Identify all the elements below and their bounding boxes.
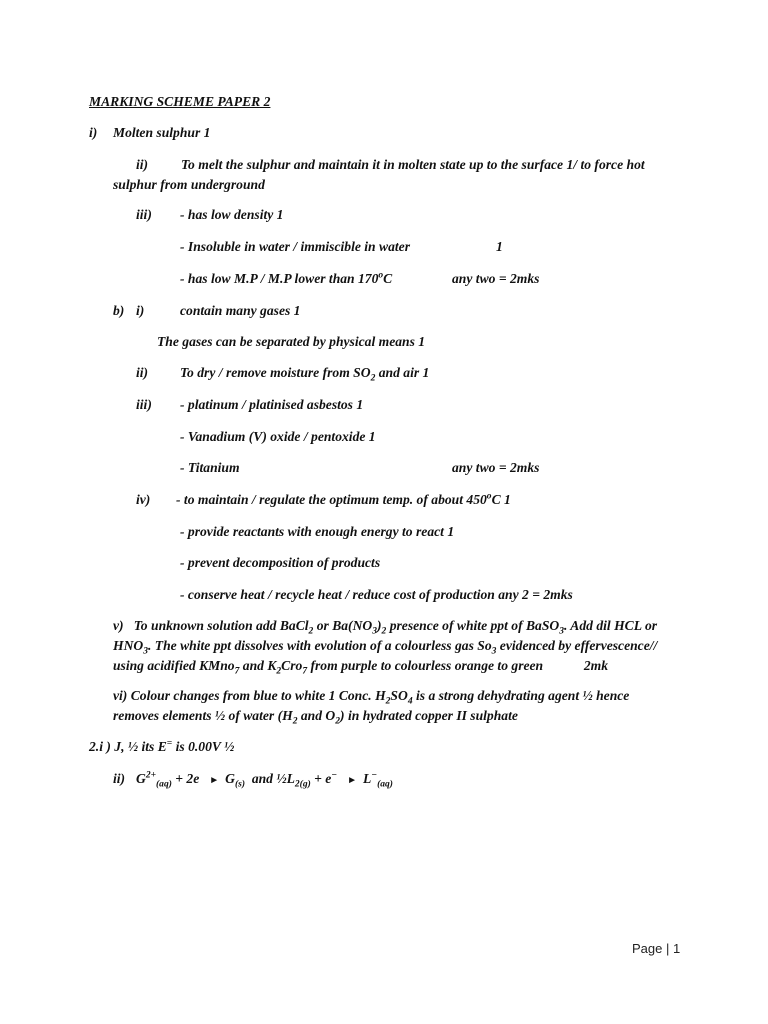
answer-text: - conserve heat / recycle heat / reduce cost of production any 2 = 2mks [180,587,573,602]
answer-text: - provide reactants with enough energy to react 1 [180,524,455,539]
item-number: ii) [136,157,149,172]
page-number: Page | 1 [632,941,681,956]
answer-block [113,155,678,195]
answer-text: - Insoluble in water / immiscible in water [180,239,410,254]
mark-value: any two = 2mks [452,271,540,286]
item-number: iii) [136,397,152,412]
answer-text: To dry / remove moisture from $SO_2$ and air 1 [180,365,430,384]
answer-text: - has low M.P / M.P lower than 170$^o$C [180,270,393,286]
answer-text: vi) Colour changes from blue to white 1 Conc. $H_2SO_4$ is a strong dehydrating agent ½ hence [113,688,630,707]
document-title: MARKING SCHEME PAPER 2 [89,94,271,109]
answer-text: removes elements ½ of water ($H_2$ and $O_2$) in hydrated copper II sulphate [113,708,518,727]
answer-text: - Vanadium (V) oxide / pentoxide 1 [180,429,376,444]
answer-text: To melt the sulphur and maintain it in molten state up to the surface 1/ to force hot [181,157,645,172]
item-number: ii) [136,365,149,380]
item-number: i) [89,125,98,140]
answer-text: The gases can be separated by physical means 1 [157,334,426,349]
answer-text: - to maintain / regulate the optimum temp. of about 450$^o$C 1 [176,491,511,507]
answer-text: - prevent decomposition of products [180,555,381,570]
answer-text: - has low density 1 [180,207,284,222]
item-number: iv) [136,492,151,507]
answer-text: - platinum / platinised asbestos 1 [180,397,364,412]
item-number: i) [136,303,145,318]
answer-text: 2.i ) J, ½ its E= is 0.00V ½ [89,738,235,754]
answer-text: Molten sulphur 1 [113,125,211,140]
item-number: iii) [136,207,152,222]
answer-text: using acidified KMno$_7$ and $K_2Cro_7$ from purple to colourless orange to green 2mk [113,658,609,677]
answer-block [113,686,678,726]
answer-text: v) To unknown solution add BaCl$_2$ or $Ba(NO_3)_2$ presence of white ppt of BaSO$_3$. Add dil HCL or [113,618,658,637]
answer-block [113,616,678,676]
mark-value: 1 [496,239,503,254]
mark-value: any two = 2mks [452,460,540,475]
item-number: b) [113,303,125,318]
answer-text: contain many gases 1 [180,303,301,318]
equation-text: $G^{2+}_{(aq)} + 2e$ ► $G_{(s)}$ and $\frac{1}{2}L_{2(g)} + e^-$ ► $L^-_{(aq)}$ [136,770,393,790]
answer-text: - Titanium [180,460,240,475]
answer-text: $HNO_3$. The white ppt dissolves with evolution of a colourless gas $So_3$ evidenced by effervescence// [113,638,658,657]
item-number: ii) [113,771,126,786]
answer-text: sulphur from underground [113,177,265,192]
